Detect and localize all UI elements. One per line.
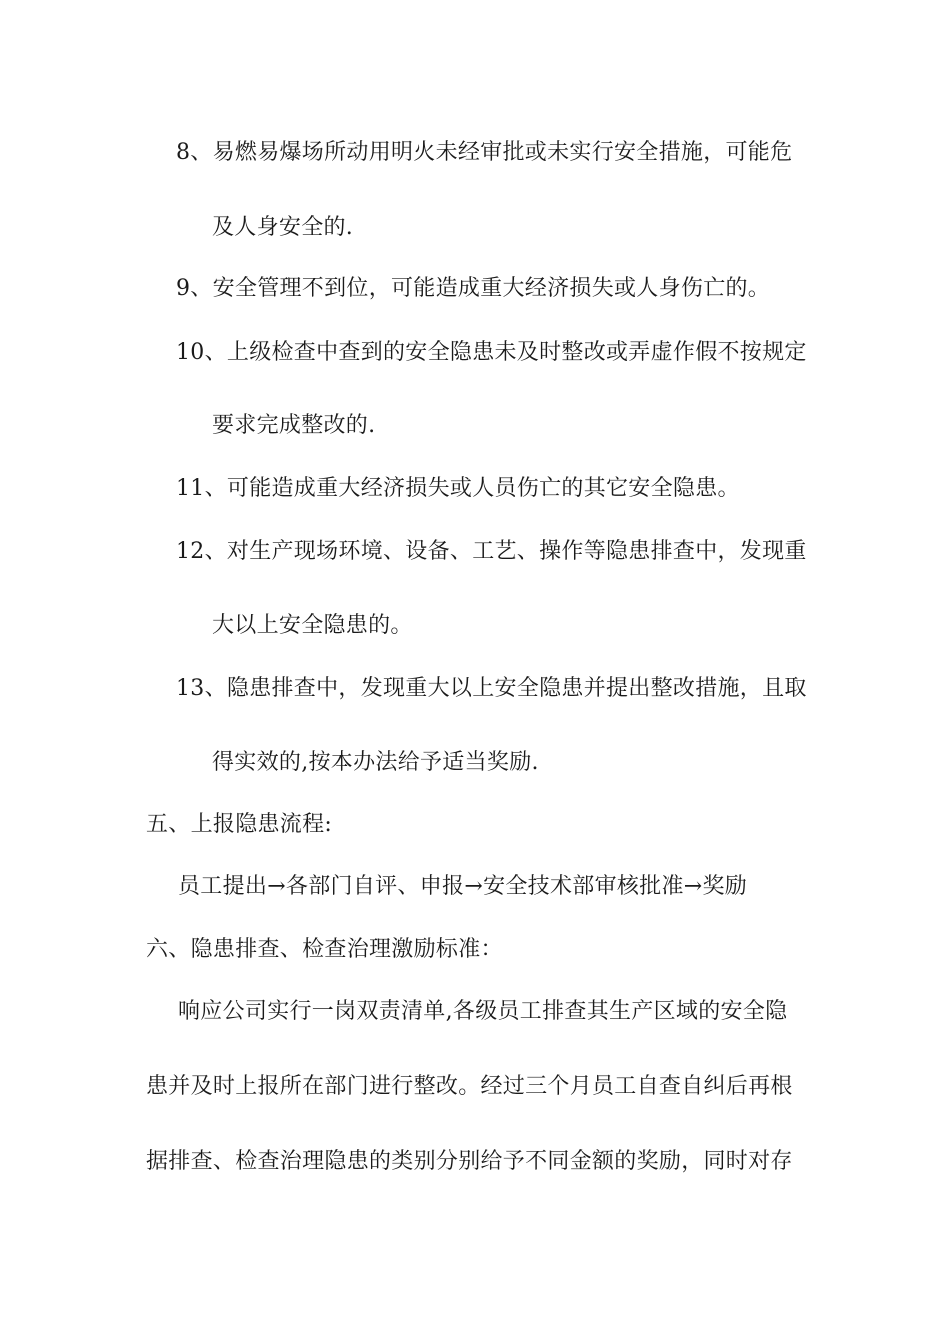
section-6-para-line-1: 响应公司实行一岗双责清单,各级员工排查其生产区域的安全隐	[178, 999, 788, 1024]
item-8-line-2: 及人身安全的.	[212, 215, 354, 240]
item-12-line-2: 大以上安全隐患的。	[212, 613, 413, 638]
item-10-line-2: 要求完成整改的.	[212, 413, 376, 438]
item-12-line-1: 12、对生产现场环境、设备、工艺、操作等隐患排查中，发现重	[176, 539, 807, 564]
section-6-heading: 六、隐患排查、检查治理激励标准：	[146, 937, 503, 962]
item-11-line-1: 11、可能造成重大经济损失或人员伤亡的其它安全隐患。	[176, 476, 740, 501]
item-9-line-1: 9、安全管理不到位，可能造成重大经济损失或人身伤亡的。	[176, 276, 771, 301]
section-6-para-line-3: 据排查、检查治理隐患的类别分别给予不同金额的奖励，同时对存	[146, 1149, 793, 1174]
item-13-line-1: 13、隐患排查中，发现重大以上安全隐患并提出整改措施，且取	[176, 676, 807, 701]
report-flow-text: 员工提出→各部门自评、申报→安全技术部审核批准→奖励	[178, 874, 748, 899]
section-6-para-line-2: 患并及时上报所在部门进行整改。经过三个月员工自查自纠后再根	[146, 1074, 793, 1099]
item-13-line-2: 得实效的,按本办法给予适当奖励.	[212, 750, 539, 775]
section-5-heading: 五、上报隐患流程:	[146, 812, 333, 837]
item-8-line-1: 8、易燃易爆场所动用明火未经审批或未实行安全措施，可能危	[176, 140, 793, 165]
item-10-line-1: 10、上级检查中查到的安全隐患未及时整改或弄虚作假不按规定	[176, 340, 807, 365]
